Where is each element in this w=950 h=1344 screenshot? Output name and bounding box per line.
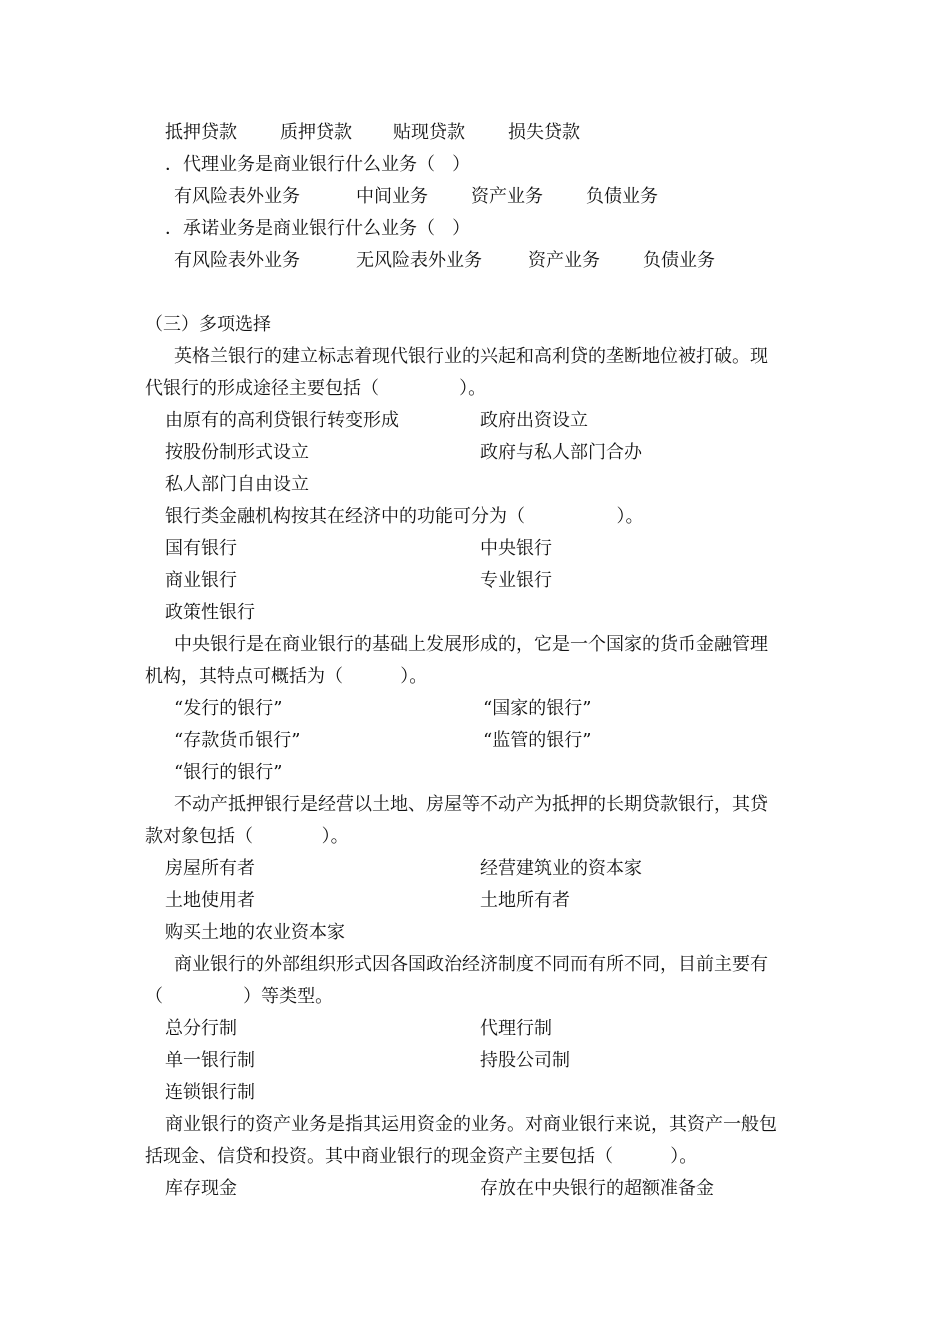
option-e: 购买土地的农业资本家 [165, 922, 345, 943]
question-text: 款对象包括（ ）。 [145, 826, 349, 847]
option-d: 负债业务 [586, 186, 658, 207]
question-text: 中央银行是在商业银行的基础上发展形成的，它是一个国家的货币金融管理 [174, 634, 768, 655]
option-d: “监管的银行” [483, 730, 592, 751]
option-a: 有风险表外业务 [174, 186, 300, 207]
option-b: 无风险表外业务 [356, 250, 482, 271]
question-text: （ ）等类型。 [145, 986, 334, 1007]
option-e: 私人部门自由设立 [165, 474, 309, 495]
question-text: 代银行的形成途径主要包括（ ）。 [145, 378, 487, 399]
option-b: 经营建筑业的资本家 [480, 858, 642, 879]
option-d: 损失贷款 [508, 122, 580, 143]
option-a: “发行的银行” [174, 698, 283, 719]
option-d: 政府与私人部门合办 [480, 442, 642, 463]
option-a: 库存现金 [165, 1178, 237, 1199]
option-c: 商业银行 [165, 570, 237, 591]
question-text: 机构，其特点可概括为（ ）。 [145, 666, 428, 687]
question-text: 银行类金融机构按其在经济中的功能可分为（ ）。 [165, 506, 644, 527]
section-title: （三）多项选择 [145, 314, 271, 335]
option-b: 中央银行 [480, 538, 552, 559]
option-a: 房屋所有者 [165, 858, 255, 879]
option-b: 代理行制 [480, 1018, 552, 1039]
option-b: 质押贷款 [280, 122, 352, 143]
option-a: 由原有的高利贷银行转变形成 [165, 410, 399, 431]
question-text: 英格兰银行的建立标志着现代银行业的兴起和高利贷的垄断地位被打破。现 [174, 346, 768, 367]
option-b: “国家的银行” [483, 698, 592, 719]
question-text: 不动产抵押银行是经营以土地、房屋等不动产为抵押的长期贷款银行，其贷 [174, 794, 768, 815]
option-e: 连锁银行制 [165, 1082, 255, 1103]
question-text: 括现金、信贷和投资。其中商业银行的现金资产主要包括（ ）。 [145, 1146, 698, 1167]
question-commitment: ．承诺业务是商业银行什么业务（ ） [165, 218, 471, 239]
option-c: 贴现贷款 [393, 122, 465, 143]
option-c: “存款货币银行” [174, 730, 301, 751]
option-b: 中间业务 [356, 186, 428, 207]
option-c: 单一银行制 [165, 1050, 255, 1071]
option-b: 政府出资设立 [480, 410, 588, 431]
option-d: 持股公司制 [480, 1050, 570, 1071]
option-c: 资产业务 [471, 186, 543, 207]
option-a: 国有银行 [165, 538, 237, 559]
option-c: 资产业务 [528, 250, 600, 271]
option-c: 土地使用者 [165, 890, 255, 911]
option-d: 负债业务 [643, 250, 715, 271]
option-e: “银行的银行” [174, 762, 283, 783]
question-text: 商业银行的资产业务是指其运用资金的业务。对商业银行来说，其资产一般包 [165, 1114, 777, 1135]
option-c: 按股份制形式设立 [165, 442, 309, 463]
question-agency: ．代理业务是商业银行什么业务（ ） [165, 154, 471, 175]
option-b: 存放在中央银行的超额准备金 [480, 1178, 714, 1199]
option-a: 总分行制 [165, 1018, 237, 1039]
option-d: 专业银行 [480, 570, 552, 591]
option-e: 政策性银行 [165, 602, 255, 623]
option-a: 有风险表外业务 [174, 250, 300, 271]
question-text: 商业银行的外部组织形式因各国政治经济制度不同而有所不同，目前主要有 [174, 954, 768, 975]
option-d: 土地所有者 [480, 890, 570, 911]
option-a: 抵押贷款 [165, 122, 237, 143]
